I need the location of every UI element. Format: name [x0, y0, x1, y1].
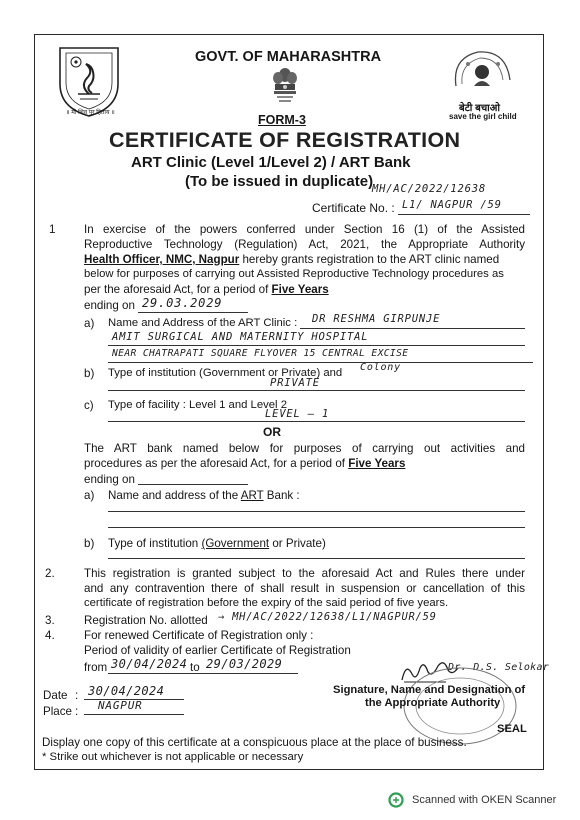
clause-1-line-2: Reproductive Technology (Regulation) Act, 2021, the Appropriate Authority	[84, 238, 525, 251]
art-bank-name-suffix: Bank :	[263, 489, 300, 502]
validity-rule	[108, 673, 298, 674]
nmc-logo-motto: ॥ मी शिव पुर हिताय ॥	[66, 110, 115, 116]
validity-to-label: to	[190, 661, 200, 674]
clause-4-number: 4.	[45, 629, 55, 642]
clinic-institution-value: PRIVATE	[270, 377, 320, 389]
art-bank-rule-1	[108, 511, 525, 512]
art-bank-institution-suffix: or Private)	[269, 537, 326, 550]
clinic-name-line-1: DR RESHMA GIRPUNJE	[312, 313, 441, 325]
beti-bachao-hindi: बेटी बचाओ	[459, 103, 500, 114]
clinic-name-line-2: AMIT SURGICAL AND MATERNITY HOSPITAL	[112, 331, 369, 343]
beti-bachao-english: save the girl child	[449, 112, 517, 121]
art-bank-ending-rule	[138, 484, 248, 485]
clinic-facility-label: Type of facility : Level 1 and Level 2	[108, 399, 287, 411]
clinic-a-label: a)	[84, 317, 95, 330]
signature-label-2: the Appropriate Authority	[365, 697, 501, 709]
display-note: Display one copy of this certificate at a conspicuous place at the place of business.	[42, 736, 467, 749]
form-number: FORM-3	[258, 113, 306, 127]
art-bank-period: Five Years	[348, 457, 406, 470]
clause-1-number: 1	[49, 223, 56, 236]
clause-4-line-1: For renewed Certificate of Registration only :	[84, 629, 314, 642]
duplicate-note: (To be issued in duplicate)	[185, 173, 374, 190]
or-separator: OR	[263, 425, 281, 439]
art-bank-line-2-prefix: procedures as per the aforesaid Act, for a period of	[84, 457, 349, 470]
govt-heading: GOVT. OF MAHARASHTRA	[195, 49, 382, 65]
signature-label-1: Signature, Name and Designation of	[333, 684, 526, 696]
clinic-institution-label: Type of institution (Government or Private) and	[108, 367, 343, 379]
clause-1-line-4: below for purposes of carrying out Assisted Reproductive Technology procedures as	[84, 268, 504, 280]
clinic-name-label: Name and Address of the ART Clinic :	[108, 317, 298, 329]
clinic-b-label: b)	[84, 367, 95, 380]
clinic-c-label: c)	[84, 399, 94, 412]
nmc-logo	[56, 44, 122, 118]
certificate-number-rule	[398, 214, 530, 215]
clinic-facility-rule	[108, 421, 525, 422]
clinic-name-line-3: NEAR CHATRAPATI SQUARE FLYOVER 15 CENTRAL EXCISE	[112, 348, 409, 359]
clause-1-line-5	[84, 282, 329, 297]
art-bank-ending-label: ending on	[84, 473, 135, 486]
scanner-logo-icon	[388, 792, 404, 808]
clause-1-line-5-prefix: per the aforesaid Act, for a period of	[84, 283, 272, 296]
art-bank-institution-prefix: Type of institution	[108, 537, 202, 550]
art-bank-name-ul: ART	[240, 489, 264, 502]
place-colon: :	[75, 705, 79, 718]
art-bank-a-label: a)	[84, 489, 95, 502]
clinic-period: Five Years	[271, 283, 329, 296]
art-bank-institution-label	[108, 536, 326, 551]
date-label: Date	[43, 689, 68, 702]
clause-2-line-1: This registration is granted subject to the aforesaid Act and Rules there under	[84, 567, 525, 580]
certificate-number-label: Certificate No. :	[312, 201, 395, 215]
clause-2-line-3: certificate of registration before the expiry of the said period of five years.	[84, 597, 449, 609]
clause-1-line-1: In exercise of the powers conferred under Section 16 (1) of the Assisted	[84, 223, 525, 236]
date-colon: :	[75, 689, 79, 702]
place-label: Place	[43, 705, 73, 718]
strike-note: * Strike out whichever is not applicable or necessary	[42, 751, 304, 763]
clause-1-line-3	[84, 252, 499, 267]
clause-3-number: 3.	[45, 614, 55, 627]
signer-name: Dr. D.S. Selokar	[448, 662, 550, 673]
art-bank-b-label: b)	[84, 537, 95, 550]
art-bank-institution-ul: (Government	[201, 537, 270, 550]
art-bank-name-label	[108, 488, 300, 503]
clinic-facility-value: LEVEL — 1	[265, 408, 330, 420]
date-value: 30/04/2024	[88, 684, 165, 698]
validity-from-value: 30/04/2024	[111, 657, 188, 671]
certificate-number-line2: L1/ NAGPUR /59	[402, 199, 502, 211]
clinic-rule-1	[300, 328, 525, 329]
seal-label: SEAL	[497, 723, 527, 735]
appropriate-authority-name: Health Officer, NMC, Nagpur	[84, 253, 240, 266]
place-value: NAGPUR	[98, 699, 143, 712]
registration-allotted-label: Registration No. allotted	[84, 614, 208, 627]
art-bank-name-prefix: Name and address of the	[108, 489, 241, 502]
clinic-name-line-3-extra: Colony	[360, 362, 401, 373]
clause-1-line-3-rest: hereby grants registration to the ART clinic named	[239, 253, 500, 266]
registration-allotted-value: → MH/AC/2022/12638/L1/NAGPUR/59	[218, 611, 437, 623]
place-rule	[84, 714, 184, 715]
clause-2-line-2: and any contravention there of shall result in suspension or cancellation of this	[84, 582, 525, 595]
clinic-ending-label: ending on	[84, 299, 135, 312]
clinic-rule-3	[108, 362, 533, 363]
page-title: CERTIFICATE OF REGISTRATION	[109, 128, 461, 152]
art-bank-rule-2	[108, 527, 525, 528]
beti-bachao-logo	[448, 46, 518, 100]
scanner-watermark: Scanned with OKEN Scanner	[412, 794, 557, 806]
clinic-ending-date: 29.03.2029	[142, 296, 223, 310]
art-bank-line-2	[84, 456, 405, 471]
art-bank-line-1: The ART bank named below for purposes of carrying out activities and	[84, 442, 525, 455]
art-bank-institution-rule	[108, 558, 525, 559]
page-subtitle: ART Clinic (Level 1/Level 2) / ART Bank	[131, 154, 411, 171]
clinic-rule-2	[108, 345, 525, 346]
clause-4-line-2: Period of validity of earlier Certificate of Registration	[84, 644, 351, 657]
national-emblem-icon	[270, 66, 300, 108]
validity-to-value: 29/03/2029	[206, 657, 283, 671]
clause-2-number: 2.	[45, 567, 55, 580]
certificate-number-line1: MH/AC/2022/12638	[372, 183, 486, 195]
clinic-institution-rule	[108, 390, 525, 391]
clinic-ending-rule	[138, 312, 248, 313]
validity-from-label: from	[84, 661, 108, 674]
